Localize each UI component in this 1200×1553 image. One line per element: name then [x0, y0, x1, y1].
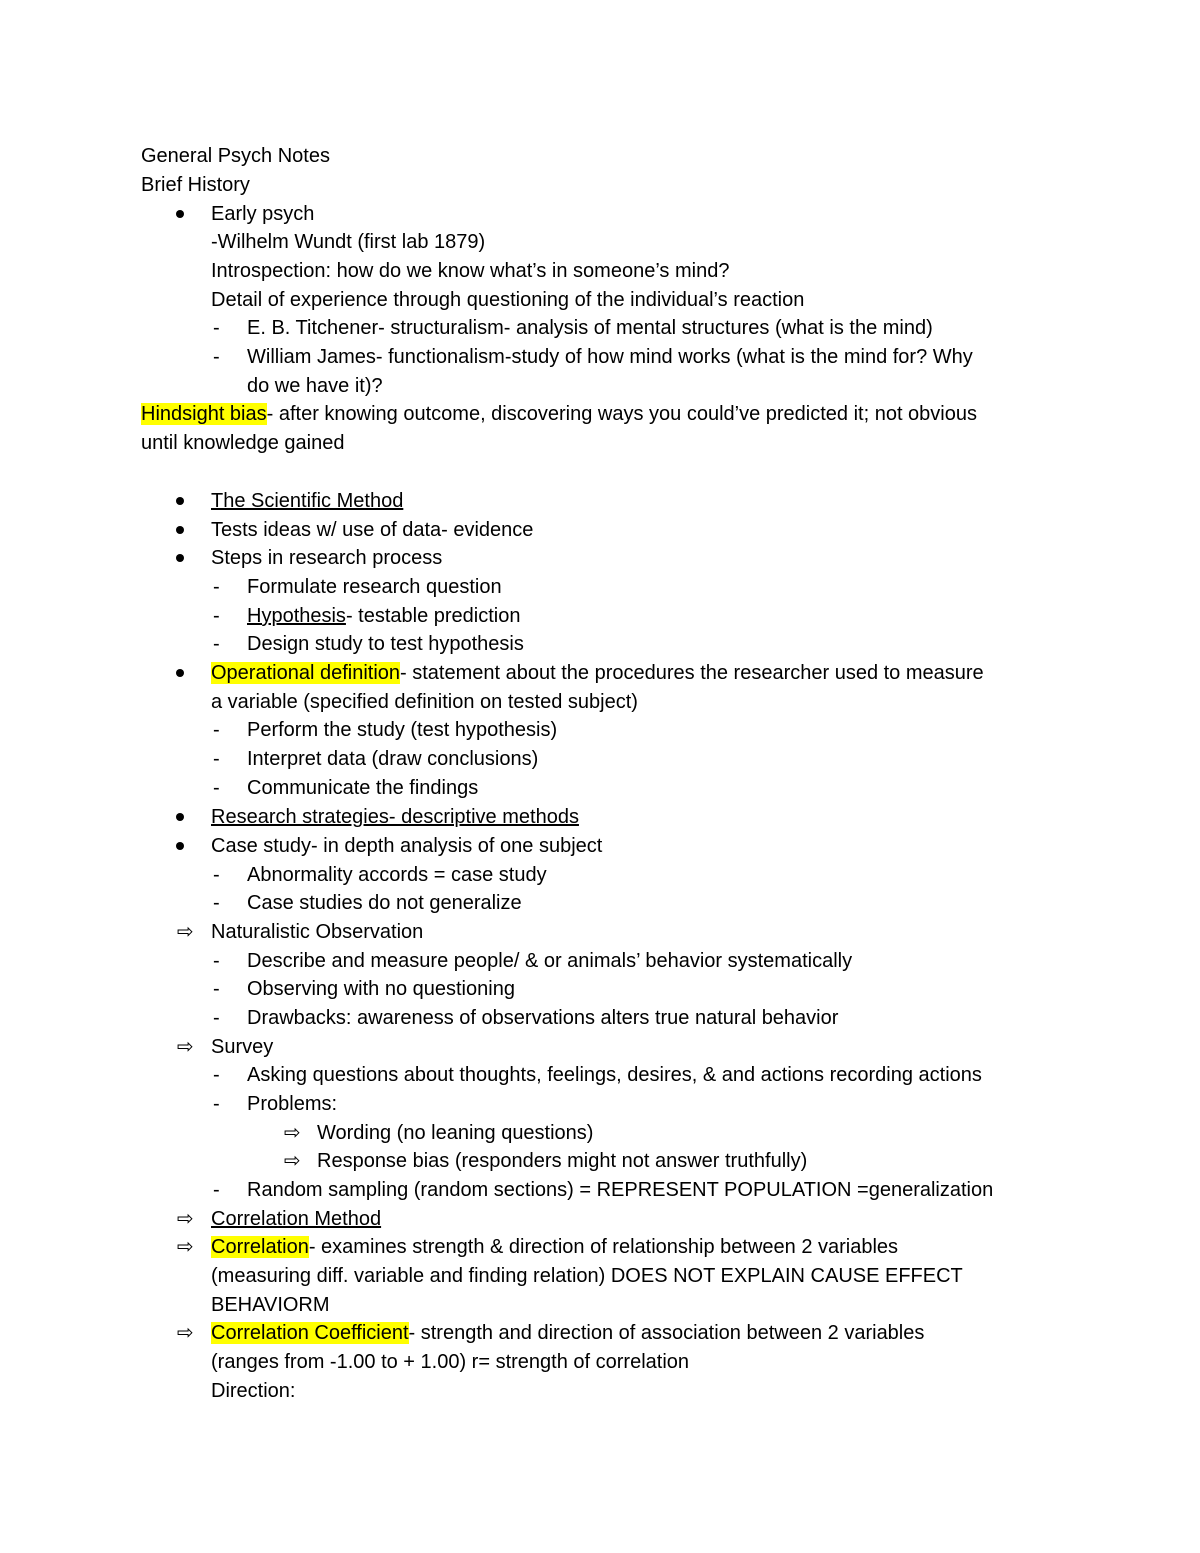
- formulate-line: Formulate research question: [247, 576, 502, 598]
- communicate-line: Communicate the findings: [247, 777, 479, 799]
- dash-marker: -: [213, 605, 220, 627]
- arrow-icon: ⇨: [177, 1208, 194, 1230]
- asking-line: Asking questions about thoughts, feelings, desires, & and actions recording actions: [247, 1064, 982, 1086]
- bullet-dot: [176, 526, 184, 534]
- dash-marker: -: [213, 950, 220, 972]
- dash-marker: -: [213, 1093, 220, 1115]
- hindsight-bias-term: Hindsight bias: [141, 403, 267, 425]
- operational-definition-text: - statement about the procedures the researcher used to measure: [400, 662, 984, 684]
- early-psych-heading: Early psych: [211, 203, 315, 225]
- correlation-continued: (measuring diff. variable and finding relation) DOES NOT EXPLAIN CAUSE EFFECT: [211, 1265, 963, 1287]
- hindsight-bias-definition: [141, 400, 977, 428]
- operational-definition-term: Operational definition: [211, 662, 401, 684]
- arrow-icon: ⇨: [284, 1150, 301, 1172]
- correlation-continued-2: BEHAVIORM: [211, 1294, 330, 1316]
- dash-marker: -: [213, 719, 220, 741]
- interpret-line: Interpret data (draw conclusions): [247, 748, 539, 770]
- observing-line: Observing with no questioning: [247, 978, 515, 1000]
- correlation-method-heading: Correlation Method: [211, 1208, 382, 1230]
- document-title: General Psych Notes: [141, 145, 330, 167]
- describe-line: Describe and measure people/ & or animals’ behavior systematically: [247, 950, 853, 972]
- abnormality-line: Abnormality accords = case study: [247, 864, 547, 886]
- james-line: William James- functionalism-study of how mind works (what is the mind for? Why: [247, 346, 973, 368]
- bullet-dot: [176, 210, 184, 218]
- hypothesis-line: [247, 602, 520, 630]
- survey-heading: Survey: [211, 1036, 274, 1058]
- case-study-line: Case study- in depth analysis of one subject: [211, 835, 603, 857]
- hypothesis-term: Hypothesis: [247, 605, 346, 627]
- correlation-coefficient-line: [211, 1319, 924, 1347]
- correlation-line: [211, 1233, 898, 1261]
- arrow-icon: ⇨: [177, 1236, 194, 1258]
- dash-marker: -: [213, 576, 220, 598]
- bullet-dot: [176, 554, 184, 562]
- operational-definition-continued: a variable (specified definition on tested subject): [211, 691, 638, 713]
- dash-marker: -: [213, 864, 220, 886]
- wundt-line: -Wilhelm Wundt (first lab 1879): [211, 231, 486, 253]
- dash-marker: -: [213, 1064, 220, 1086]
- dash-marker: -: [213, 1179, 220, 1201]
- dash-marker: -: [213, 892, 220, 914]
- arrow-icon: ⇨: [177, 1322, 194, 1344]
- correlation-text: - examines strength & direction of relationship between 2 variables: [308, 1236, 899, 1258]
- james-line-continued: do we have it)?: [247, 375, 383, 397]
- tests-ideas-line: Tests ideas w/ use of data- evidence: [211, 519, 534, 541]
- generalize-line: Case studies do not generalize: [247, 892, 522, 914]
- design-line: Design study to test hypothesis: [247, 633, 524, 655]
- dash-marker: -: [213, 1007, 220, 1029]
- dash-marker: -: [213, 978, 220, 1000]
- wording-line: Wording (no leaning questions): [317, 1122, 594, 1144]
- arrow-icon: ⇨: [284, 1122, 301, 1144]
- bullet-dot: [176, 669, 184, 677]
- perform-line: Perform the study (test hypothesis): [247, 719, 558, 741]
- direction-line: Direction:: [211, 1380, 296, 1402]
- dash-marker: -: [213, 777, 220, 799]
- drawbacks-line: Drawbacks: awareness of observations alters true natural behavior: [247, 1007, 839, 1029]
- bullet-dot: [176, 497, 184, 505]
- correlation-term: Correlation: [211, 1236, 309, 1258]
- arrow-icon: ⇨: [177, 921, 194, 943]
- introspection-line: Introspection: how do we know what’s in someone’s mind?: [211, 260, 730, 282]
- random-sampling-line: Random sampling (random sections) = REPRESENT POPULATION =generalization: [247, 1179, 994, 1201]
- bullet-dot: [176, 842, 184, 850]
- section-heading: Brief History: [141, 174, 250, 196]
- scientific-method-heading: The Scientific Method: [211, 490, 404, 512]
- hindsight-bias-continued: until knowledge gained: [141, 432, 345, 454]
- dash-marker: -: [213, 748, 220, 770]
- bullet-dot: [176, 813, 184, 821]
- arrow-icon: ⇨: [177, 1036, 194, 1058]
- correlation-coefficient-continued: (ranges from -1.00 to + 1.00) r= strength of correlation: [211, 1351, 690, 1373]
- titchener-line: E. B. Titchener- structuralism- analysis of mental structures (what is the mind): [247, 317, 933, 339]
- correlation-coefficient-text: - strength and direction of association between 2 variables: [408, 1322, 925, 1344]
- dash-marker: -: [213, 346, 220, 368]
- detail-line: Detail of experience through questioning of the individual’s reaction: [211, 289, 805, 311]
- naturalistic-heading: Naturalistic Observation: [211, 921, 424, 943]
- response-bias-line: Response bias (responders might not answer truthfully): [317, 1150, 808, 1172]
- hindsight-bias-text: - after knowing outcome, discovering ways you could’ve predicted it; not obvious: [266, 403, 977, 425]
- dash-marker: -: [213, 317, 220, 339]
- correlation-coefficient-term: Correlation Coefficient: [211, 1322, 409, 1344]
- steps-line: Steps in research process: [211, 547, 443, 569]
- operational-definition-line: [211, 659, 984, 687]
- hypothesis-text: - testable prediction: [345, 605, 521, 627]
- dash-marker: -: [213, 633, 220, 655]
- problems-line: Problems:: [247, 1093, 338, 1115]
- research-strategies-heading: Research strategies- descriptive methods: [211, 806, 579, 828]
